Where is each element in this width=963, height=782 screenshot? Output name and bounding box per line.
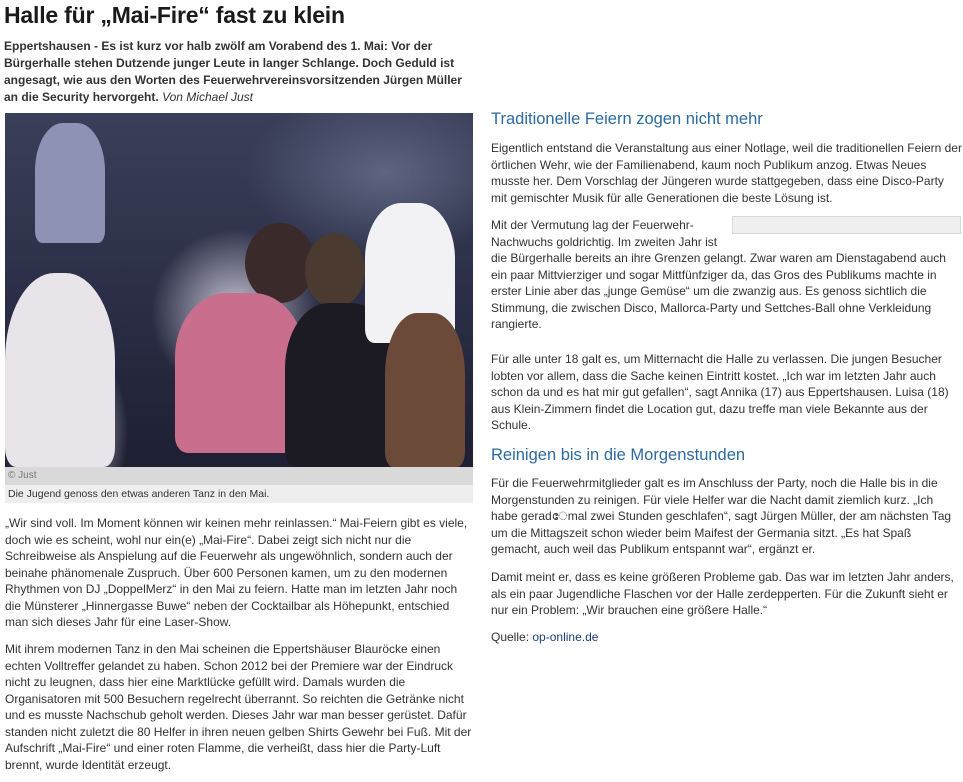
photo-figure bbox=[35, 123, 105, 243]
photo-caption: Die Jugend genoss den etwas anderen Tanz in den Mai. bbox=[5, 485, 473, 503]
teaser-text: Eppertshausen - Es ist kurz vor halb zwölf am Vorabend des 1. Mai: Vor der Bürgerhalle stehen Dutzende junger Leute in langer Schlange. Doch Geduld ist angesagt, wie aus den Worten des Feuerwehrvereinsvorsitzenden Jürgen Müller an die Security hervorgeht. bbox=[4, 39, 462, 104]
photo-figure bbox=[385, 313, 465, 467]
body-paragraph bbox=[491, 217, 963, 333]
source-link[interactable]: op-online.de bbox=[532, 630, 599, 644]
paragraph-rest: die Bürgerhalle bereits an ihre Grenzen gelangt. Zwar waren am Dienstagabend auch ein paar Mittvierziger und sogar Mittfünfziger da, das Gros des Publikums machte in erster Linie aber das „junge Gemüse“ um die zwanzig aus. Es genoss sichtlich die Stimmung, die zwischen Disco, Mallorca-Party und Settches-Ball ohne Verkleidung rangierte. bbox=[491, 251, 946, 331]
article-photo[interactable] bbox=[5, 113, 473, 467]
photo-figure bbox=[305, 233, 365, 308]
body-paragraph: Für alle unter 18 galt es, um Mitternacht die Halle zu verlassen. Die jungen Besucher lobten vor allem, dass die Sache keinen Eintritt kostet. „Ich war im letzten Jahr auch schon da und es hat mir gut gefallen“, sagt Annika (17) aus Eppertshausen. Luisa (18) aus Klein-Zimmern findet die Location gut, dazu treffe man viele Bekannte aus der Schule. bbox=[491, 352, 949, 432]
article-teaser bbox=[4, 38, 472, 106]
body-paragraph: Mit ihrem modernen Tanz in den Mai scheinen die Eppertshäuser Blauröcke einen echten Volltreffer gelandet zu haben. Schon 2012 bei der Premiere war der Eindruck nicht zu leugnen, dass hier eine Marktlücke gefüllt wird. Damals wurden die Organisatoren mit 500 Besuchern regelrecht überrannt. So reichten die Getränke nicht und es musste Nachschub geholt werden. Dieses Jahr war man besser gerüstet. Dafür standen nicht zuletzt die 80 Helfer in ihren neuen gelben Shirts Gewehr bei Fuß. Mit der Aufschrift „Mai-Fire“ und einer roten Flamme, die verheißt, dass hier die Party-Luft brennt, wurde Identität erzeugt. bbox=[5, 642, 472, 772]
wrap-line: Nachwuchs goldrichtig. Im zweiten Jahr ist bbox=[491, 234, 718, 249]
source-label: Quelle: bbox=[491, 630, 530, 644]
body-paragraph: Eigentlich entstand die Veranstaltung aus einer Notlage, weil die traditionellen Feiern der örtlichen Wehr, wie der Familienabend, kaum noch Publikum anzog. Etwas Neues musste her. Dem Vorschlag der Jüngeren wurde stattgegeben, dass eine Disco-Party mit gemischter Musik für alle Generationen die beste Lösung ist. bbox=[491, 141, 962, 205]
photo-credit-bar bbox=[5, 467, 473, 485]
wrap-line: Mit der Vermutung lag der Feuerwehr- bbox=[491, 218, 694, 232]
source-line bbox=[491, 629, 963, 646]
photo-figure bbox=[5, 273, 115, 467]
body-paragraph: Für die Feuerwehrmitglieder galt es im Anschluss der Party, noch die Halle bis in die Morgenstunden zu reinigen. Für viele Helfer war die Nacht damit ziemlich kurz. „Ich habe geradേmal zwei Stunden geschlafen“, sagt Jürgen Müller, der am nächsten Tag um die Mittagszeit schon wieder beim Maifest der Germania sitzt. „Es hat Spaß gemacht, auch weil das Publikum entspannt war“, ergänzt er. bbox=[491, 476, 952, 556]
section-heading: Reinigen bis in die Morgenstunden bbox=[491, 446, 746, 464]
body-paragraph: „Wir sind voll. Im Moment können wir keinen mehr reinlassen.“ Mai-Feiern gibt es viele, doch wie es scheint, wohl nur ein(e) „Mai-Fire“. Dabei zeigt sich nicht nur die Schreibweise als Anspielung auf die Feuerwehr als ungewöhnlich, sondern auch der beinahe phänomenale Zuspruch. Über 600 Personen kamen, um zu den modernen Rhythmen von DJ „DoppelMerz“ in den Mai zu feiern. Hatte man im letzten Jahr noch die Münsterer „Hinnergasse Buwe“ neben der Cocktailbar als Höhepunkt, entschied man sich dieses Jahr für eine Laser-Show. bbox=[5, 516, 468, 629]
body-paragraph: Damit meint er, dass es keine größeren Probleme gab. Das war im letzten Jahr anders, als ein paar Jugendliche Flaschen vor der Halle zerdepperten. Für die Zukunft sieht er nur ein Problem: „Wir brauchen eine größere Halle.“ bbox=[491, 570, 954, 617]
article-headline: Halle für „Mai-Fire“ fast zu klein bbox=[4, 2, 345, 28]
section-heading: Traditionelle Feiern zogen nicht mehr bbox=[491, 110, 763, 128]
photo-credit: © Just bbox=[8, 470, 37, 481]
author-byline: Von Michael Just bbox=[162, 90, 253, 104]
